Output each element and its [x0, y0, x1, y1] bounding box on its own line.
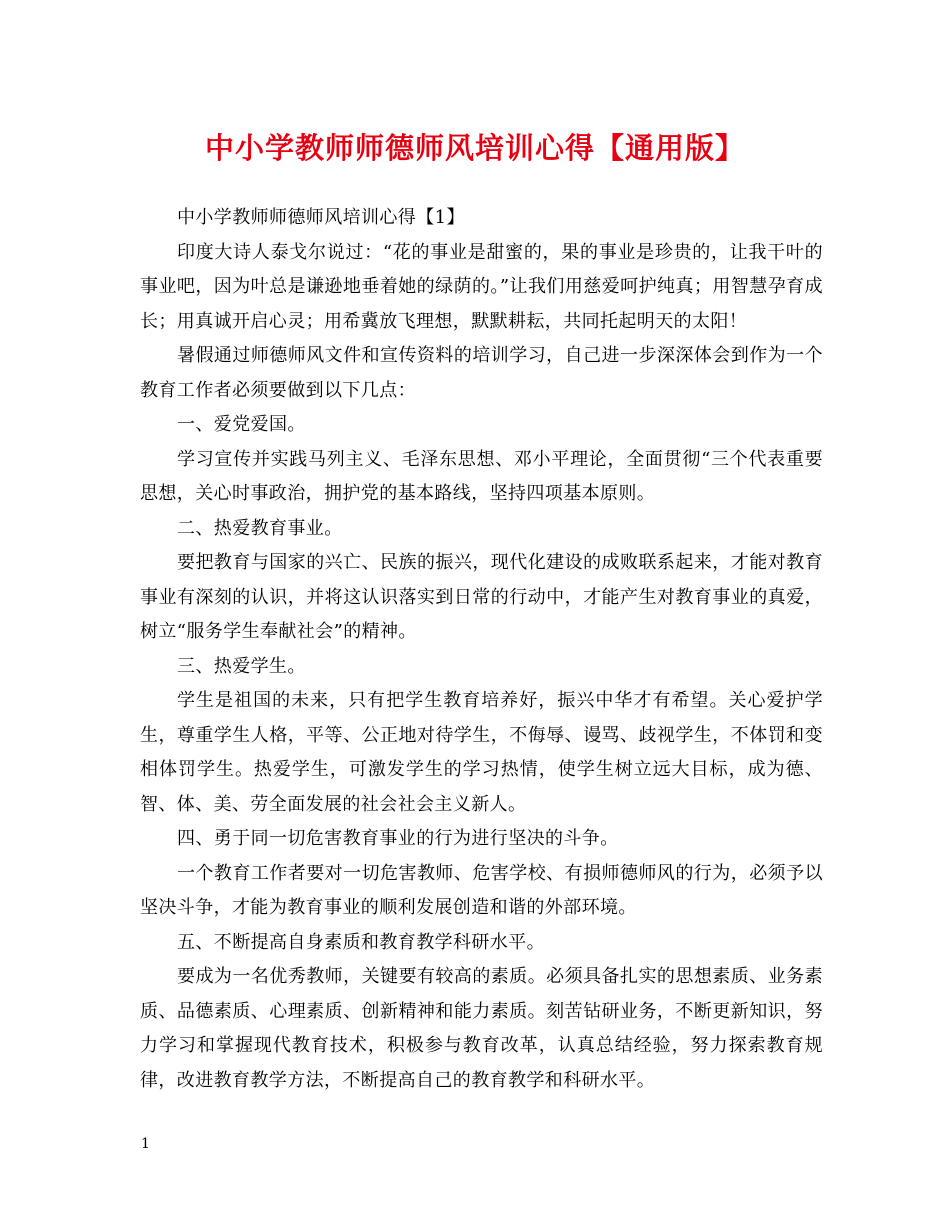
section-body-5: 要成为一名优秀教师，关键要有较高的素质。必须具备扎实的思想素质、业务素质、品德素质、心理素质、创新精神和能力素质。刻苦钻研业务，不断更新知识，努力学习和掌握现代教育技术，积极参与教育改革，认真总结经验，努力探索教育规律，改进教育教学方法，不断提高自己的教育教学和科研水平。: [140, 966, 823, 1091]
section-heading-2: 二、热爱教育事业。: [177, 517, 343, 539]
section-body-2: 要把教育与国家的兴亡、民族的振兴，现代化建设的成败联系起来，才能对教育事业有深刻的认识，并将这认识落实到日常的行动中，才能产生对教育事业的真爱，树立“服务学生奉献社会”的精神。: [140, 552, 823, 642]
section-heading-4: 四、勇于同一切危害教育事业的行为进行坚决的斗争。: [177, 828, 619, 849]
document-body: [140, 201, 823, 1098]
page-number: 1: [141, 1136, 150, 1152]
section-heading-5: 五、不断提高自身素质和教育教学科研水平。: [177, 931, 545, 953]
paragraph-heading-1: 中小学教师师德师风培训心得【1】: [177, 207, 465, 228]
document-title: 中小学教师师德师风培训心得【通用版】: [204, 131, 745, 165]
paragraph-quote: 印度大诗人泰戈尔说过：“花的事业是甜蜜的，果的事业是珍贵的，让我干叶的事业吧，因为叶总是谦逊地垂着她的绿荫的。”让我们用慈爱呵护纯真；用智慧孕育成长；用真诚开启心灵；用希冀放飞理想，默默耕耘，共同托起明天的太阳！: [140, 241, 823, 332]
section-body-1: 学习宣传并实践马列主义、毛泽东思想、邓小平理论，全面贯彻“三个代表重要思想，关心时事政治，拥护党的基本路线，坚持四项基本原则。: [140, 448, 823, 504]
section-heading-3: 三、热爱学生。: [177, 655, 306, 677]
section-body-3: 学生是祖国的未来，只有把学生教育培养好，振兴中华才有希望。关心爱护学生，尊重学生人格，平等、公正地对待学生，不侮辱、谩骂、歧视学生，不体罚和变相体罚学生。热爱学生，可激发学生的学习热情，使学生树立远大目标，成为德、智、体、美、劳全面发展的社会社会主义新人。: [140, 690, 823, 815]
paragraph-intro: 暑假通过师德师风文件和宣传资料的培训学习，自己进一步深深体会到作为一个教育工作者必须要做到以下几点：: [140, 345, 823, 401]
section-heading-1: 一、爱党爱国。: [177, 414, 306, 435]
section-body-4: 一个教育工作者要对一切危害教师、危害学校、有损师德师风的行为，必须予以坚决斗争，才能为教育事业的顺利发展创造和谐的外部环境。: [140, 862, 823, 918]
